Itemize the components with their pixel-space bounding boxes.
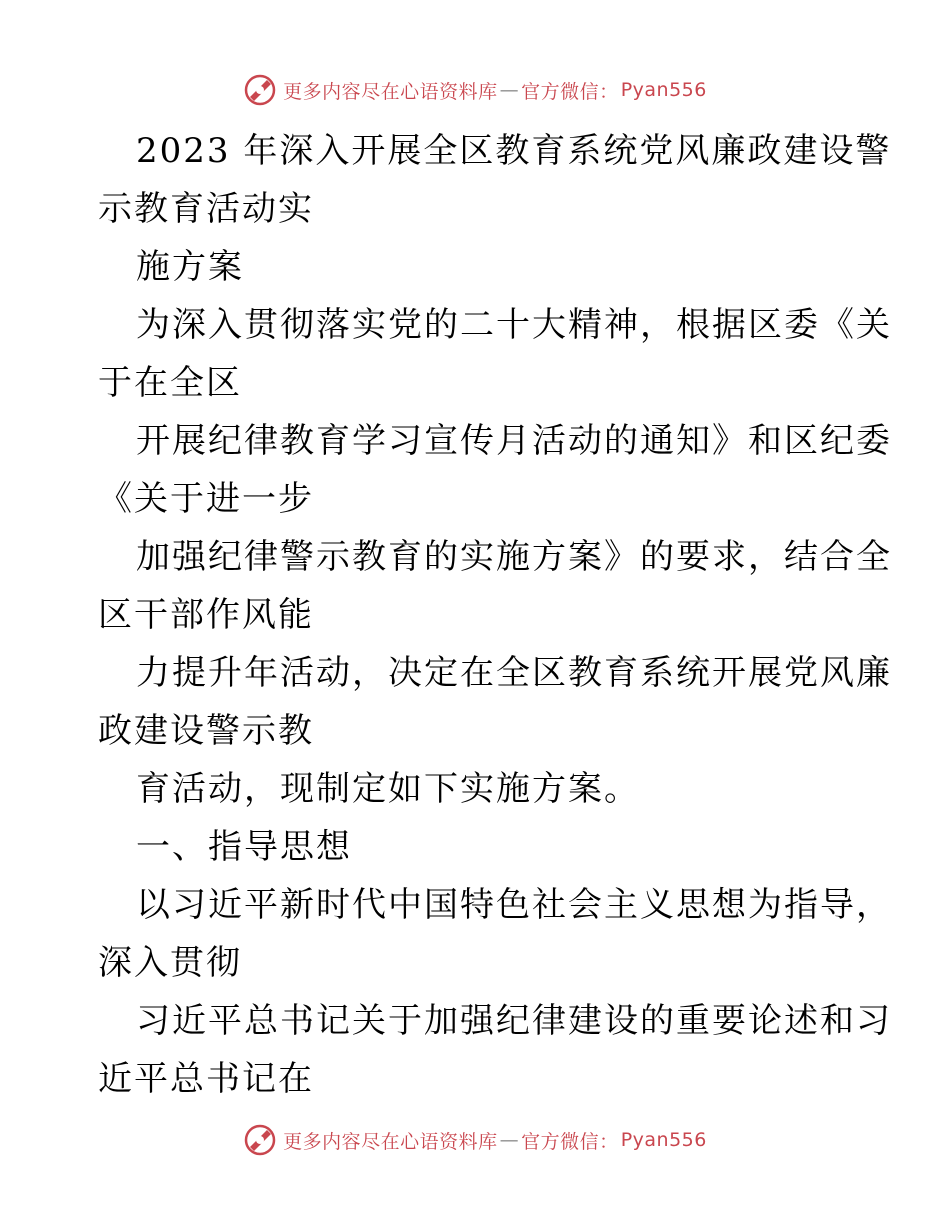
watermark-main-text: 更多内容尽在心语资料库 — [283, 1130, 498, 1153]
watermark-contact-label: 官方微信： — [521, 1130, 619, 1153]
doc-line: 《关于进一步 — [98, 479, 314, 519]
watermark-main-text: 更多内容尽在心语资料库 — [283, 80, 498, 103]
watermark-separator: — — [499, 1129, 520, 1151]
section-heading: 一、指导思想 — [136, 827, 352, 867]
doc-line: 开展纪律教育学习宣传月活动的通知》和区纪委 — [136, 421, 892, 461]
watermark-separator: — — [499, 79, 520, 101]
watermark-handle: Pyan556 — [620, 1129, 707, 1151]
doc-line: 习近平总书记关于加强纪律建设的重要论述和习 — [136, 1001, 892, 1041]
doc-line: 深入贯彻 — [98, 943, 242, 983]
watermark-handle: Pyan556 — [620, 79, 707, 101]
doc-line: 区干部作风能 — [98, 595, 314, 635]
doc-line-title-1: 2023 年深入开展全区教育系统党风廉政建设警 — [136, 131, 892, 171]
doc-line-title-2: 示教育活动实 — [98, 189, 314, 229]
doc-line-title-3: 施方案 — [136, 247, 244, 287]
doc-line: 以习近平新时代中国特色社会主义思想为指导， — [136, 885, 892, 925]
seal-logo-icon — [243, 73, 277, 107]
header-watermark — [0, 70, 950, 110]
watermark-contact-label: 官方微信： — [521, 80, 619, 103]
document-body — [98, 122, 892, 1108]
doc-line: 于在全区 — [98, 363, 242, 403]
doc-line: 为深入贯彻落实党的二十大精神，根据区委《关 — [136, 305, 892, 345]
doc-line: 加强纪律警示教育的实施方案》的要求，结合全 — [136, 537, 892, 577]
doc-line: 政建设警示教 — [98, 711, 314, 751]
footer-watermark — [0, 1120, 950, 1160]
doc-line: 育活动，现制定如下实施方案。 — [136, 769, 640, 809]
doc-line: 力提升年活动，决定在全区教育系统开展党风廉 — [136, 653, 892, 693]
doc-line: 近平总书记在 — [98, 1059, 314, 1099]
seal-logo-icon — [243, 1123, 277, 1157]
